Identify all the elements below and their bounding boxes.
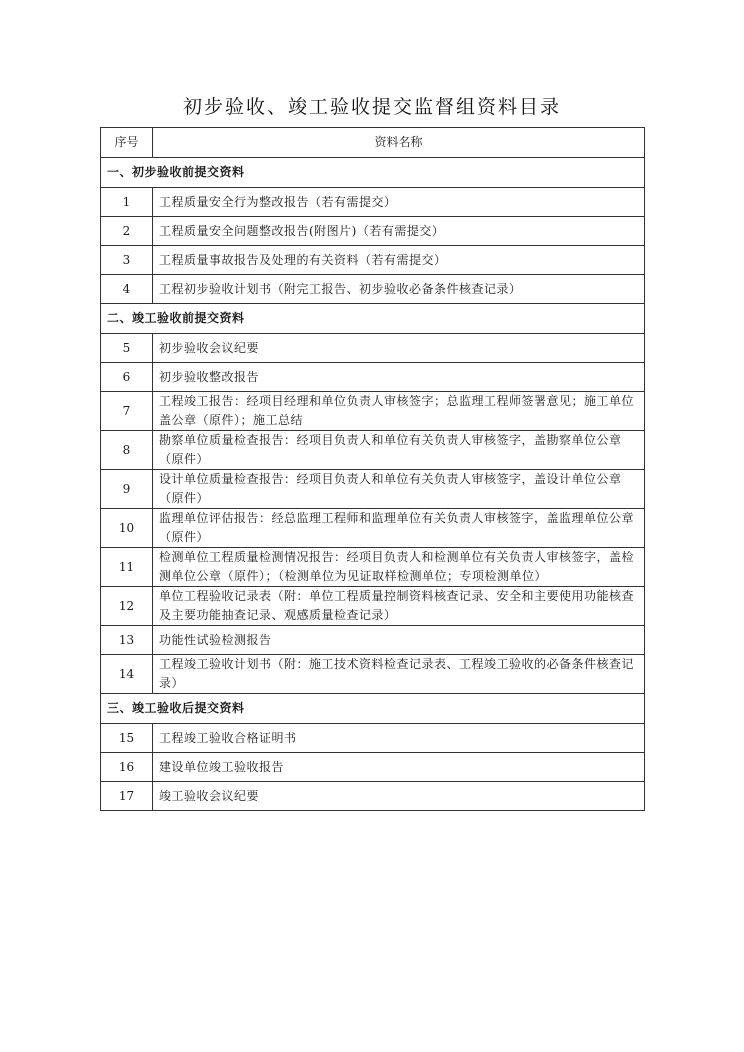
item-number: 13	[101, 626, 153, 655]
section-heading-row	[101, 158, 645, 188]
item-number: 11	[101, 548, 153, 587]
item-name: 工程竣工报告：经项目经理和单位负责人审核签字；总监理工程师签署意见；施工单位盖公章（原件）；施工总结	[153, 392, 645, 431]
section-heading: 三、竣工验收后提交资料	[101, 694, 645, 724]
table-row	[101, 782, 645, 811]
item-name: 设计单位质量检查报告：经项目负责人和单位有关负责人审核签字，盖设计单位公章（原件）	[153, 470, 645, 509]
item-name: 勘察单位质量检查报告：经项目负责人和单位有关负责人审核签字，盖勘察单位公章（原件）	[153, 431, 645, 470]
item-number: 8	[101, 431, 153, 470]
header-number: 序号	[101, 128, 153, 158]
item-name: 单位工程验收记录表（附：单位工程质量控制资料核查记录、安全和主要使用功能核查及主要功能抽查记录、观感质量检查记录）	[153, 587, 645, 626]
table-row	[101, 334, 645, 363]
table-row	[101, 431, 645, 470]
section-heading: 一、初步验收前提交资料	[101, 158, 645, 188]
item-number: 7	[101, 392, 153, 431]
item-number: 12	[101, 587, 153, 626]
table-row	[101, 655, 645, 694]
item-number: 4	[101, 275, 153, 304]
section-heading-row	[101, 694, 645, 724]
item-number: 10	[101, 509, 153, 548]
table-row	[101, 470, 645, 509]
item-name: 工程竣工验收合格证明书	[153, 724, 645, 753]
item-number: 17	[101, 782, 153, 811]
table-row	[101, 392, 645, 431]
table-row	[101, 626, 645, 655]
item-number: 5	[101, 334, 153, 363]
table-row	[101, 753, 645, 782]
table-header-row	[101, 128, 645, 158]
item-name: 检测单位工程质量检测情况报告：经项目负责人和检测单位有关负责人审核签字，盖检测单位公章（原件）；（检测单位为见证取样检测单位；专项检测单位）	[153, 548, 645, 587]
item-number: 2	[101, 217, 153, 246]
document-title: 初步验收、竣工验收提交监督组资料目录	[182, 96, 561, 118]
header-name: 资料名称	[153, 128, 645, 158]
item-number: 9	[101, 470, 153, 509]
section-heading-row	[101, 304, 645, 334]
item-name: 竣工验收会议纪要	[153, 782, 645, 811]
table-row	[101, 188, 645, 217]
table-row	[101, 587, 645, 626]
table-row	[101, 509, 645, 548]
item-name: 工程初步验收计划书（附完工报告、初步验收必备条件核查记录）	[153, 275, 645, 304]
table-row	[101, 246, 645, 275]
table-row	[101, 724, 645, 753]
table-row	[101, 275, 645, 304]
item-name: 监理单位评估报告：经总监理工程师和监理单位有关负责人审核签字，盖监理单位公章（原件）	[153, 509, 645, 548]
table-row	[101, 363, 645, 392]
section-heading: 二、竣工验收前提交资料	[101, 304, 645, 334]
item-number: 3	[101, 246, 153, 275]
item-name: 工程竣工验收计划书（附：施工技术资料检查记录表、工程竣工验收的必备条件核查记录）	[153, 655, 645, 694]
item-name: 功能性试验检测报告	[153, 626, 645, 655]
item-name: 工程质量安全行为整改报告（若有需提交）	[153, 188, 645, 217]
item-number: 14	[101, 655, 153, 694]
item-name: 工程质量安全问题整改报告(附图片)（若有需提交）	[153, 217, 645, 246]
item-name: 建设单位竣工验收报告	[153, 753, 645, 782]
materials-table	[100, 127, 645, 811]
item-name: 初步验收整改报告	[153, 363, 645, 392]
item-name: 工程质量事故报告及处理的有关资料（若有需提交）	[153, 246, 645, 275]
item-number: 15	[101, 724, 153, 753]
table-row	[101, 548, 645, 587]
item-name: 初步验收会议纪要	[153, 334, 645, 363]
item-number: 16	[101, 753, 153, 782]
table-row	[101, 217, 645, 246]
item-number: 6	[101, 363, 153, 392]
item-number: 1	[101, 188, 153, 217]
